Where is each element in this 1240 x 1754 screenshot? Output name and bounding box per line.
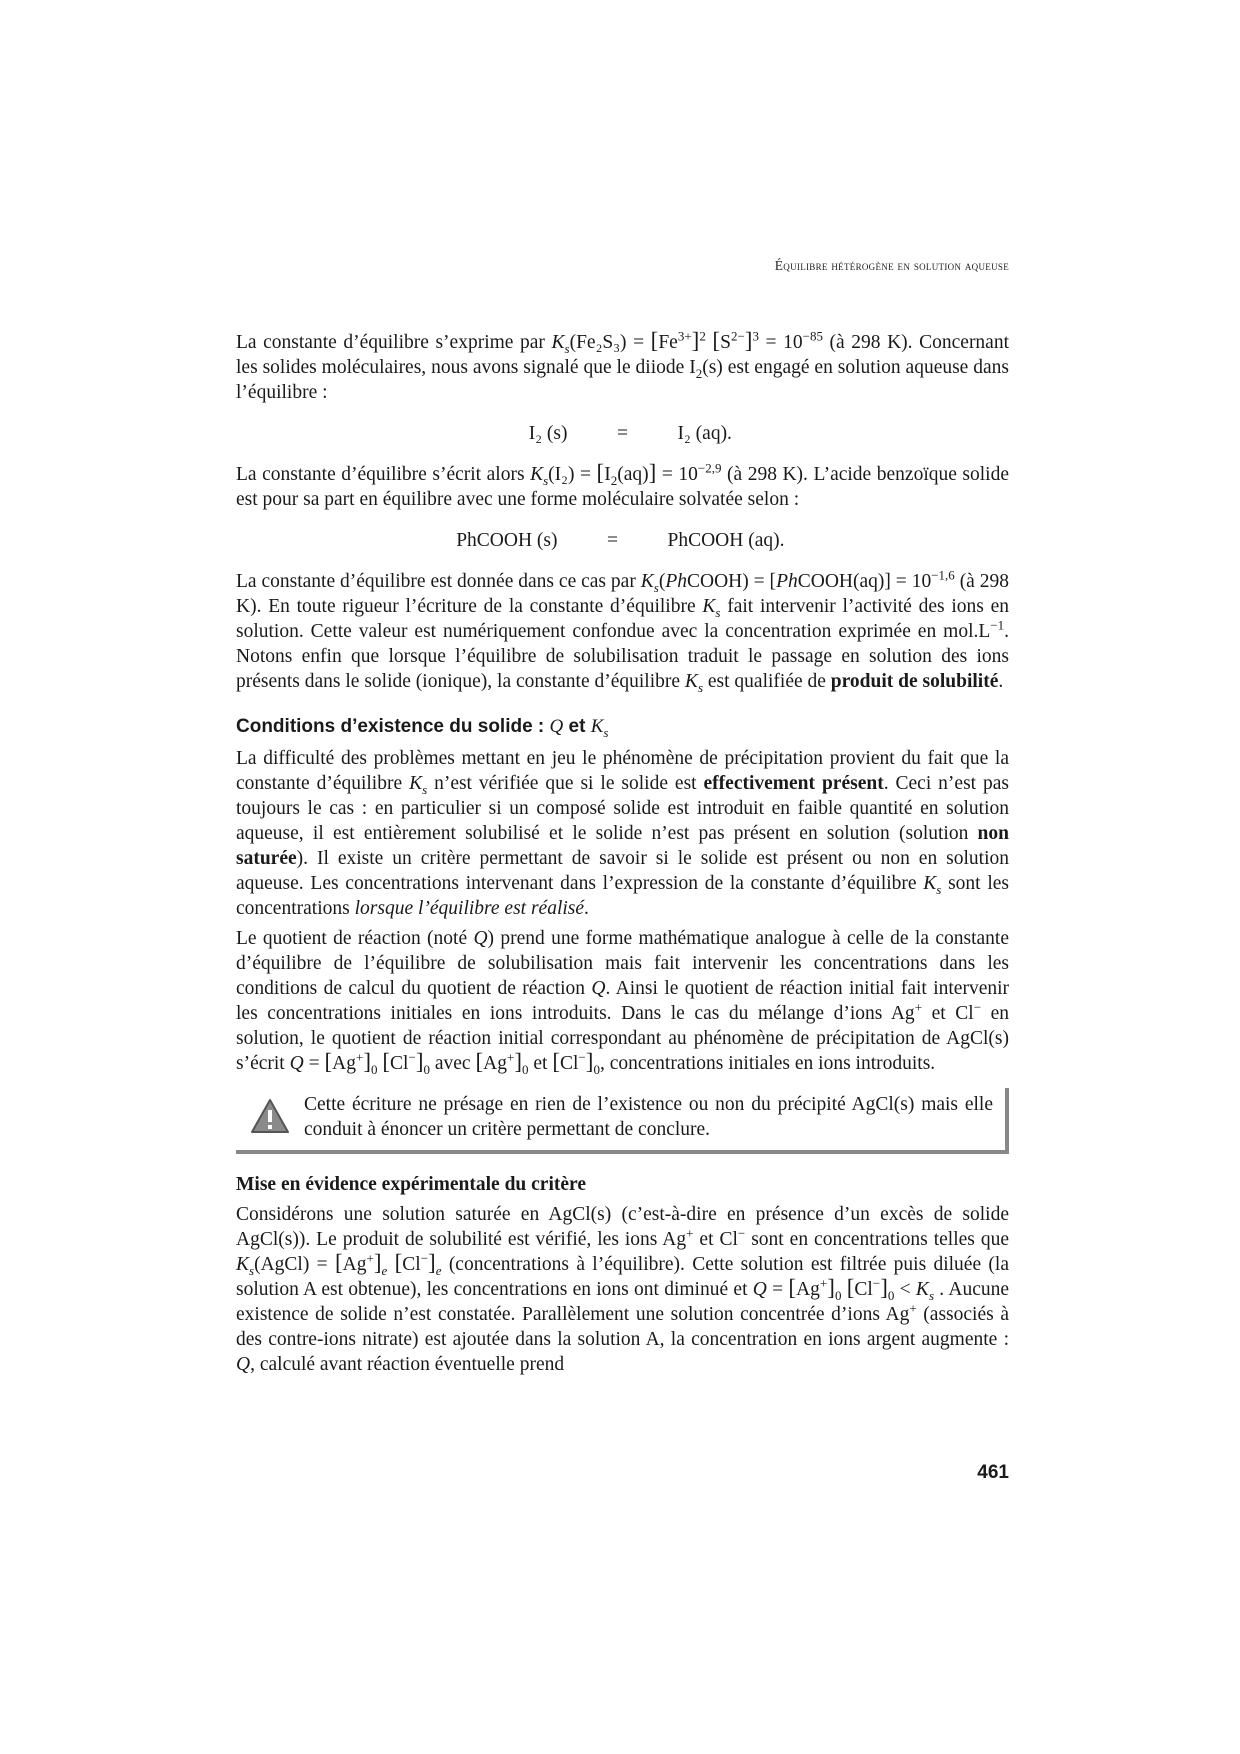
- equation-benzoic: PhCOOH (s) = PhCOOH (aq).: [456, 530, 785, 551]
- content: [236, 330, 1009, 1382]
- paragraph-ks-iodine: La constante d’équilibre s’écrit alors $K_s(I_2) = [I_2(aq)] = 10^{-2,9}$ (à 298 K). L’acide benzoïque solide est pour sa part en équilibre avec une forme moléculaire solvatée selon :: [236, 460, 1010, 510]
- paragraph-ks-fe2s3: La constante d’équilibre s’exprime par $K_s(Fe_2S_3) = [Fe^{3+}]^2$ $[S^{2-}]^3 = 10^{-85}$ (à 298 K). Concernant les solides moléculaires, nous avons signalé que le diiode $I_2(s)$ est engagé en solution aqueuse dans l’équilibre :: [236, 328, 1010, 403]
- paragraph-difficulty: La difficulté des problèmes mettant en jeu le phénomène de précipitation provient du fait que la constante d’équilibre $K_s$ n’est vérifiée que si le solide est effectivement présent. Ceci n’est pas toujours le cas : en particulier si un composé solide est introduit en faible quantité en solution aqueuse, il est entièrement solubilisé et le solide n’est pas présent en solution (solution non saturée). Il existe un critère permettant de savoir si le solide est présent ou non en solution aqueuse. Les concentrations intervenant dans l’expression de la constante d’équilibre $K_s$ sont les concentrations lorsque l’équilibre est réalisé.: [236, 748, 1010, 919]
- subsection-evidence-title: Mise en évidence expérimentale du critère: [236, 1174, 586, 1195]
- warning-text: Cette écriture ne présage en rien de l’existence ou non du précipité AgCl(s) mais elle conduit à énoncer un critère permettant de conclure.: [304, 1094, 993, 1140]
- section-conditions-title: Conditions d’existence du solide : Q et $K_s$: [236, 716, 609, 740]
- paragraph-experiment: Considérons une solution saturée en AgCl(s) (c’est-à-dire en présence d’un excès de solide AgCl(s)). Le produit de solubilité est vérifié, les ions Ag+ et Cl− sont en concentrations telles que $K_s(AgCl) = [Ag^+]_e$ $[Cl^-]_e$ (concentrations à l’équilibre). Cette solution est filtrée puis diluée (la solution A est obtenue), les concentrations en ions ont diminué et $Q = [Ag^+]_0$ $[Cl^-]_0 < K_s$ . Aucune existence de solide n’est constatée. Parallèlement une solution concentrée d’ions Ag+ (associés à des contre-ions nitrate) est ajoutée dans la solution A, la concentration en ions argent augmente : Q, calculé avant réaction éventuelle prend: [236, 1204, 1010, 1375]
- paragraph-solubility-product: La constante d’équilibre est donnée dans ce cas par $K_s(PhCOOH)$ = [PhCOOH(aq)] = $10^{-1,6}$ (à 298 K). En toute rigueur l’écriture de la constante d’équilibre $K_s$ fait intervenir l’activité des ions en solution. Cette valeur est numériquement confondue avec la concentration exprimée en $mol.L^{-1}$. Notons enfin que lorsque l’équilibre de solubilisation traduit le passage en solution des ions présents dans le solide (ionique), la constante d’équilibre $K_s$ est qualifiée de produit de solubilité.: [236, 567, 1009, 695]
- page: [236, 0, 1009, 1754]
- page-number: 461: [977, 1462, 1009, 1483]
- warning-box: [236, 1088, 1009, 1154]
- paragraph-reaction-quotient: Le quotient de réaction (noté Q) prend une forme mathématique analogue à celle de la constante d’équilibre de l’équilibre de solubilisation mais fait intervenir les concentrations dans les conditions de calcul du quotient de réaction Q. Ainsi le quotient de réaction initial fait intervenir les concentrations initiales en ions introduits. Dans le cas du mélange d’ions Ag+ et Cl− en solution, le quotient de réaction initial correspondant au phénomène de précipitation de AgCl(s) s’écrit $Q = [Ag^+]_0$ $[Cl^-]_0$ avec $[Ag^+]_0$ et $[Cl^-]_0$, concentrations initiales en ions introduits.: [236, 928, 1010, 1077]
- equation-iodine: I₂ (s) = I₂ (aq).: [528, 423, 732, 444]
- running-head: Équilibre hétérogène en solution aqueuse: [774, 258, 1009, 273]
- warning-icon: [250, 1098, 290, 1134]
